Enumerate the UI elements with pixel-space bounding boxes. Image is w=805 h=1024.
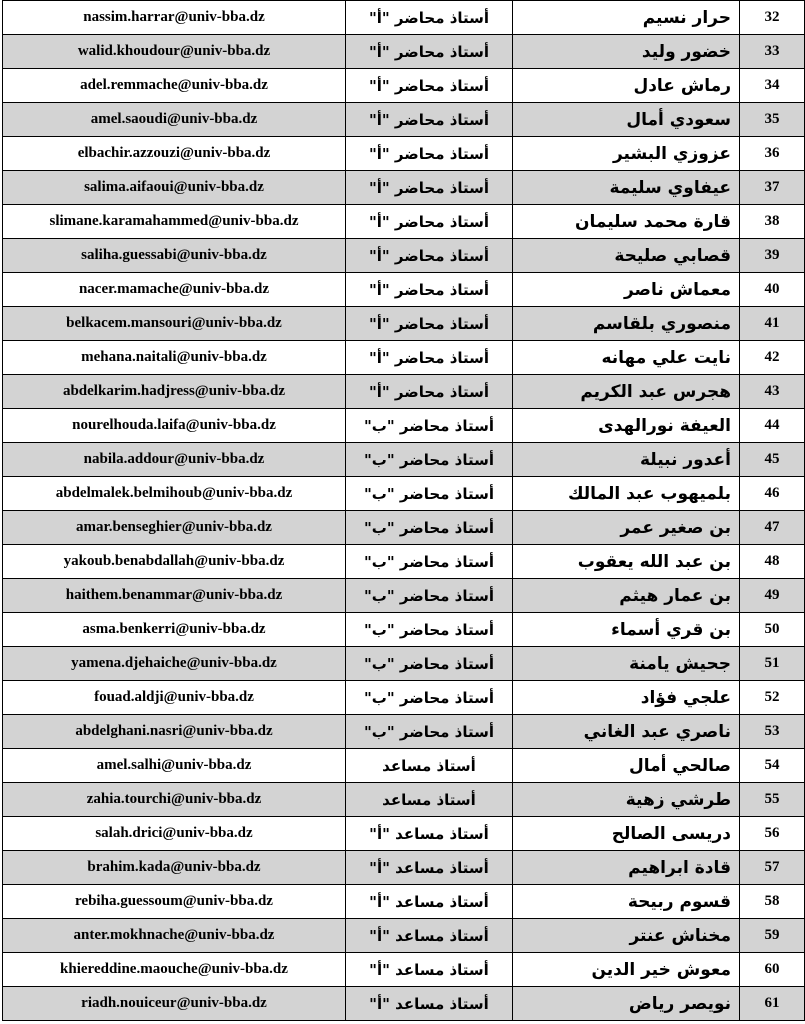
rank-cell: أستاذ محاضر "أ" <box>346 341 513 375</box>
rank-cell: أستاذ مساعد "أ" <box>346 851 513 885</box>
table-row <box>3 239 805 273</box>
table-row <box>3 35 805 69</box>
rank-cell: أستاذ محاضر "أ" <box>346 171 513 205</box>
name-cell: علجي فؤاد <box>513 681 740 715</box>
table-row <box>3 103 805 137</box>
name-cell: بلميهوب عبد المالك <box>513 477 740 511</box>
number-cell: 44 <box>740 409 805 443</box>
number-cell: 49 <box>740 579 805 613</box>
rank-cell: أستاذ محاضر "أ" <box>346 69 513 103</box>
table-row <box>3 681 805 715</box>
number-cell: 42 <box>740 341 805 375</box>
table-row <box>3 647 805 681</box>
email-cell: amel.salhi@univ-bba.dz <box>3 749 346 783</box>
number-cell: 41 <box>740 307 805 341</box>
name-cell: بن صغير عمر <box>513 511 740 545</box>
rank-cell: أستاذ محاضر "أ" <box>346 239 513 273</box>
rank-cell: أستاذ محاضر "أ" <box>346 103 513 137</box>
table-row <box>3 987 805 1021</box>
name-cell: هجرس عبد الكريم <box>513 375 740 409</box>
table-row <box>3 205 805 239</box>
rank-cell: أستاذ مساعد "أ" <box>346 817 513 851</box>
email-cell: fouad.aldji@univ-bba.dz <box>3 681 346 715</box>
name-cell: بن عبد الله يعقوب <box>513 545 740 579</box>
name-cell: سعودي أمال <box>513 103 740 137</box>
email-cell: abdelkarim.hadjress@univ-bba.dz <box>3 375 346 409</box>
name-cell: خضور وليد <box>513 35 740 69</box>
email-cell: elbachir.azzouzi@univ-bba.dz <box>3 137 346 171</box>
rank-cell: أستاذ محاضر "ب" <box>346 613 513 647</box>
table-row <box>3 273 805 307</box>
email-cell: zahia.tourchi@univ-bba.dz <box>3 783 346 817</box>
email-cell: rebiha.guessoum@univ-bba.dz <box>3 885 346 919</box>
rank-cell: أستاذ محاضر "ب" <box>346 443 513 477</box>
table-row <box>3 749 805 783</box>
number-cell: 57 <box>740 851 805 885</box>
number-cell: 59 <box>740 919 805 953</box>
number-cell: 38 <box>740 205 805 239</box>
number-cell: 48 <box>740 545 805 579</box>
table-row <box>3 443 805 477</box>
email-cell: salima.aifaoui@univ-bba.dz <box>3 171 346 205</box>
table-row <box>3 511 805 545</box>
table-row <box>3 783 805 817</box>
table-row <box>3 851 805 885</box>
table-row <box>3 69 805 103</box>
table-body <box>3 1 805 1021</box>
email-cell: nourelhouda.laifa@univ-bba.dz <box>3 409 346 443</box>
email-cell: walid.khoudour@univ-bba.dz <box>3 35 346 69</box>
name-cell: قادة ابراهيم <box>513 851 740 885</box>
name-cell: جحيش يامنة <box>513 647 740 681</box>
table-row <box>3 919 805 953</box>
name-cell: طرشي زهية <box>513 783 740 817</box>
email-cell: nabila.addour@univ-bba.dz <box>3 443 346 477</box>
name-cell: رماش عادل <box>513 69 740 103</box>
name-cell: عزوزي البشير <box>513 137 740 171</box>
email-cell: anter.mokhnache@univ-bba.dz <box>3 919 346 953</box>
table-row <box>3 307 805 341</box>
number-cell: 61 <box>740 987 805 1021</box>
name-cell: معوش خير الدين <box>513 953 740 987</box>
rank-cell: أستاذ محاضر "أ" <box>346 205 513 239</box>
rank-cell: أستاذ مساعد "أ" <box>346 919 513 953</box>
table-row <box>3 817 805 851</box>
rank-cell: أستاذ محاضر "أ" <box>346 1 513 35</box>
email-cell: slimane.karamahammed@univ-bba.dz <box>3 205 346 239</box>
rank-cell: أستاذ محاضر "ب" <box>346 545 513 579</box>
rank-cell: أستاذ مساعد <box>346 749 513 783</box>
number-cell: 36 <box>740 137 805 171</box>
table-row <box>3 545 805 579</box>
email-cell: abdelmalek.belmihoub@univ-bba.dz <box>3 477 346 511</box>
number-cell: 51 <box>740 647 805 681</box>
name-cell: قصابي صليحة <box>513 239 740 273</box>
name-cell: أعدور نبيلة <box>513 443 740 477</box>
email-cell: riadh.nouiceur@univ-bba.dz <box>3 987 346 1021</box>
number-cell: 54 <box>740 749 805 783</box>
name-cell: حرار نسيم <box>513 1 740 35</box>
email-cell: asma.benkerri@univ-bba.dz <box>3 613 346 647</box>
email-cell: yakoub.benabdallah@univ-bba.dz <box>3 545 346 579</box>
table-row <box>3 579 805 613</box>
rank-cell: أستاذ محاضر "ب" <box>346 477 513 511</box>
rank-cell: أستاذ مساعد "أ" <box>346 953 513 987</box>
number-cell: 52 <box>740 681 805 715</box>
email-cell: belkacem.mansouri@univ-bba.dz <box>3 307 346 341</box>
staff-email-table <box>2 0 805 1021</box>
email-cell: adel.remmache@univ-bba.dz <box>3 69 346 103</box>
number-cell: 47 <box>740 511 805 545</box>
email-cell: abdelghani.nasri@univ-bba.dz <box>3 715 346 749</box>
name-cell: معماش ناصر <box>513 273 740 307</box>
number-cell: 34 <box>740 69 805 103</box>
email-cell: saliha.guessabi@univ-bba.dz <box>3 239 346 273</box>
rank-cell: أستاذ محاضر "ب" <box>346 511 513 545</box>
number-cell: 50 <box>740 613 805 647</box>
email-cell: amel.saoudi@univ-bba.dz <box>3 103 346 137</box>
name-cell: ناصري عبد الغاني <box>513 715 740 749</box>
table-row <box>3 137 805 171</box>
number-cell: 40 <box>740 273 805 307</box>
number-cell: 60 <box>740 953 805 987</box>
rank-cell: أستاذ محاضر "ب" <box>346 715 513 749</box>
name-cell: نايت علي مهانه <box>513 341 740 375</box>
name-cell: منصوري بلقاسم <box>513 307 740 341</box>
rank-cell: أستاذ محاضر "ب" <box>346 647 513 681</box>
name-cell: دريسى الصالح <box>513 817 740 851</box>
email-cell: khiereddine.maouche@univ-bba.dz <box>3 953 346 987</box>
number-cell: 58 <box>740 885 805 919</box>
email-cell: mehana.naitali@univ-bba.dz <box>3 341 346 375</box>
table-row <box>3 477 805 511</box>
name-cell: قارة محمد سليمان <box>513 205 740 239</box>
number-cell: 56 <box>740 817 805 851</box>
name-cell: قسوم ربيحة <box>513 885 740 919</box>
table-row <box>3 885 805 919</box>
number-cell: 39 <box>740 239 805 273</box>
rank-cell: أستاذ محاضر "ب" <box>346 579 513 613</box>
rank-cell: أستاذ محاضر "أ" <box>346 307 513 341</box>
table-row <box>3 375 805 409</box>
table-row <box>3 953 805 987</box>
number-cell: 37 <box>740 171 805 205</box>
number-cell: 32 <box>740 1 805 35</box>
email-cell: nacer.mamache@univ-bba.dz <box>3 273 346 307</box>
email-cell: amar.benseghier@univ-bba.dz <box>3 511 346 545</box>
rank-cell: أستاذ محاضر "أ" <box>346 375 513 409</box>
table-row <box>3 171 805 205</box>
rank-cell: أستاذ محاضر "أ" <box>346 137 513 171</box>
number-cell: 43 <box>740 375 805 409</box>
rank-cell: أستاذ محاضر "ب" <box>346 681 513 715</box>
table-row <box>3 1 805 35</box>
rank-cell: أستاذ محاضر "ب" <box>346 409 513 443</box>
number-cell: 35 <box>740 103 805 137</box>
name-cell: العيفة نورالهدى <box>513 409 740 443</box>
rank-cell: أستاذ محاضر "أ" <box>346 35 513 69</box>
table-row <box>3 341 805 375</box>
name-cell: عيفاوي سليمة <box>513 171 740 205</box>
email-cell: salah.drici@univ-bba.dz <box>3 817 346 851</box>
table-row <box>3 715 805 749</box>
number-cell: 55 <box>740 783 805 817</box>
number-cell: 46 <box>740 477 805 511</box>
number-cell: 53 <box>740 715 805 749</box>
name-cell: صالحي أمال <box>513 749 740 783</box>
table-row <box>3 613 805 647</box>
email-cell: brahim.kada@univ-bba.dz <box>3 851 346 885</box>
email-cell: yamena.djehaiche@univ-bba.dz <box>3 647 346 681</box>
name-cell: مخناش عنتر <box>513 919 740 953</box>
table-row <box>3 409 805 443</box>
rank-cell: أستاذ مساعد "أ" <box>346 885 513 919</box>
number-cell: 45 <box>740 443 805 477</box>
number-cell: 33 <box>740 35 805 69</box>
rank-cell: أستاذ مساعد <box>346 783 513 817</box>
rank-cell: أستاذ مساعد "أ" <box>346 987 513 1021</box>
email-cell: haithem.benammar@univ-bba.dz <box>3 579 346 613</box>
rank-cell: أستاذ محاضر "أ" <box>346 273 513 307</box>
name-cell: بن عمار هيثم <box>513 579 740 613</box>
name-cell: نويصر رياض <box>513 987 740 1021</box>
email-cell: nassim.harrar@univ-bba.dz <box>3 1 346 35</box>
name-cell: بن قري أسماء <box>513 613 740 647</box>
